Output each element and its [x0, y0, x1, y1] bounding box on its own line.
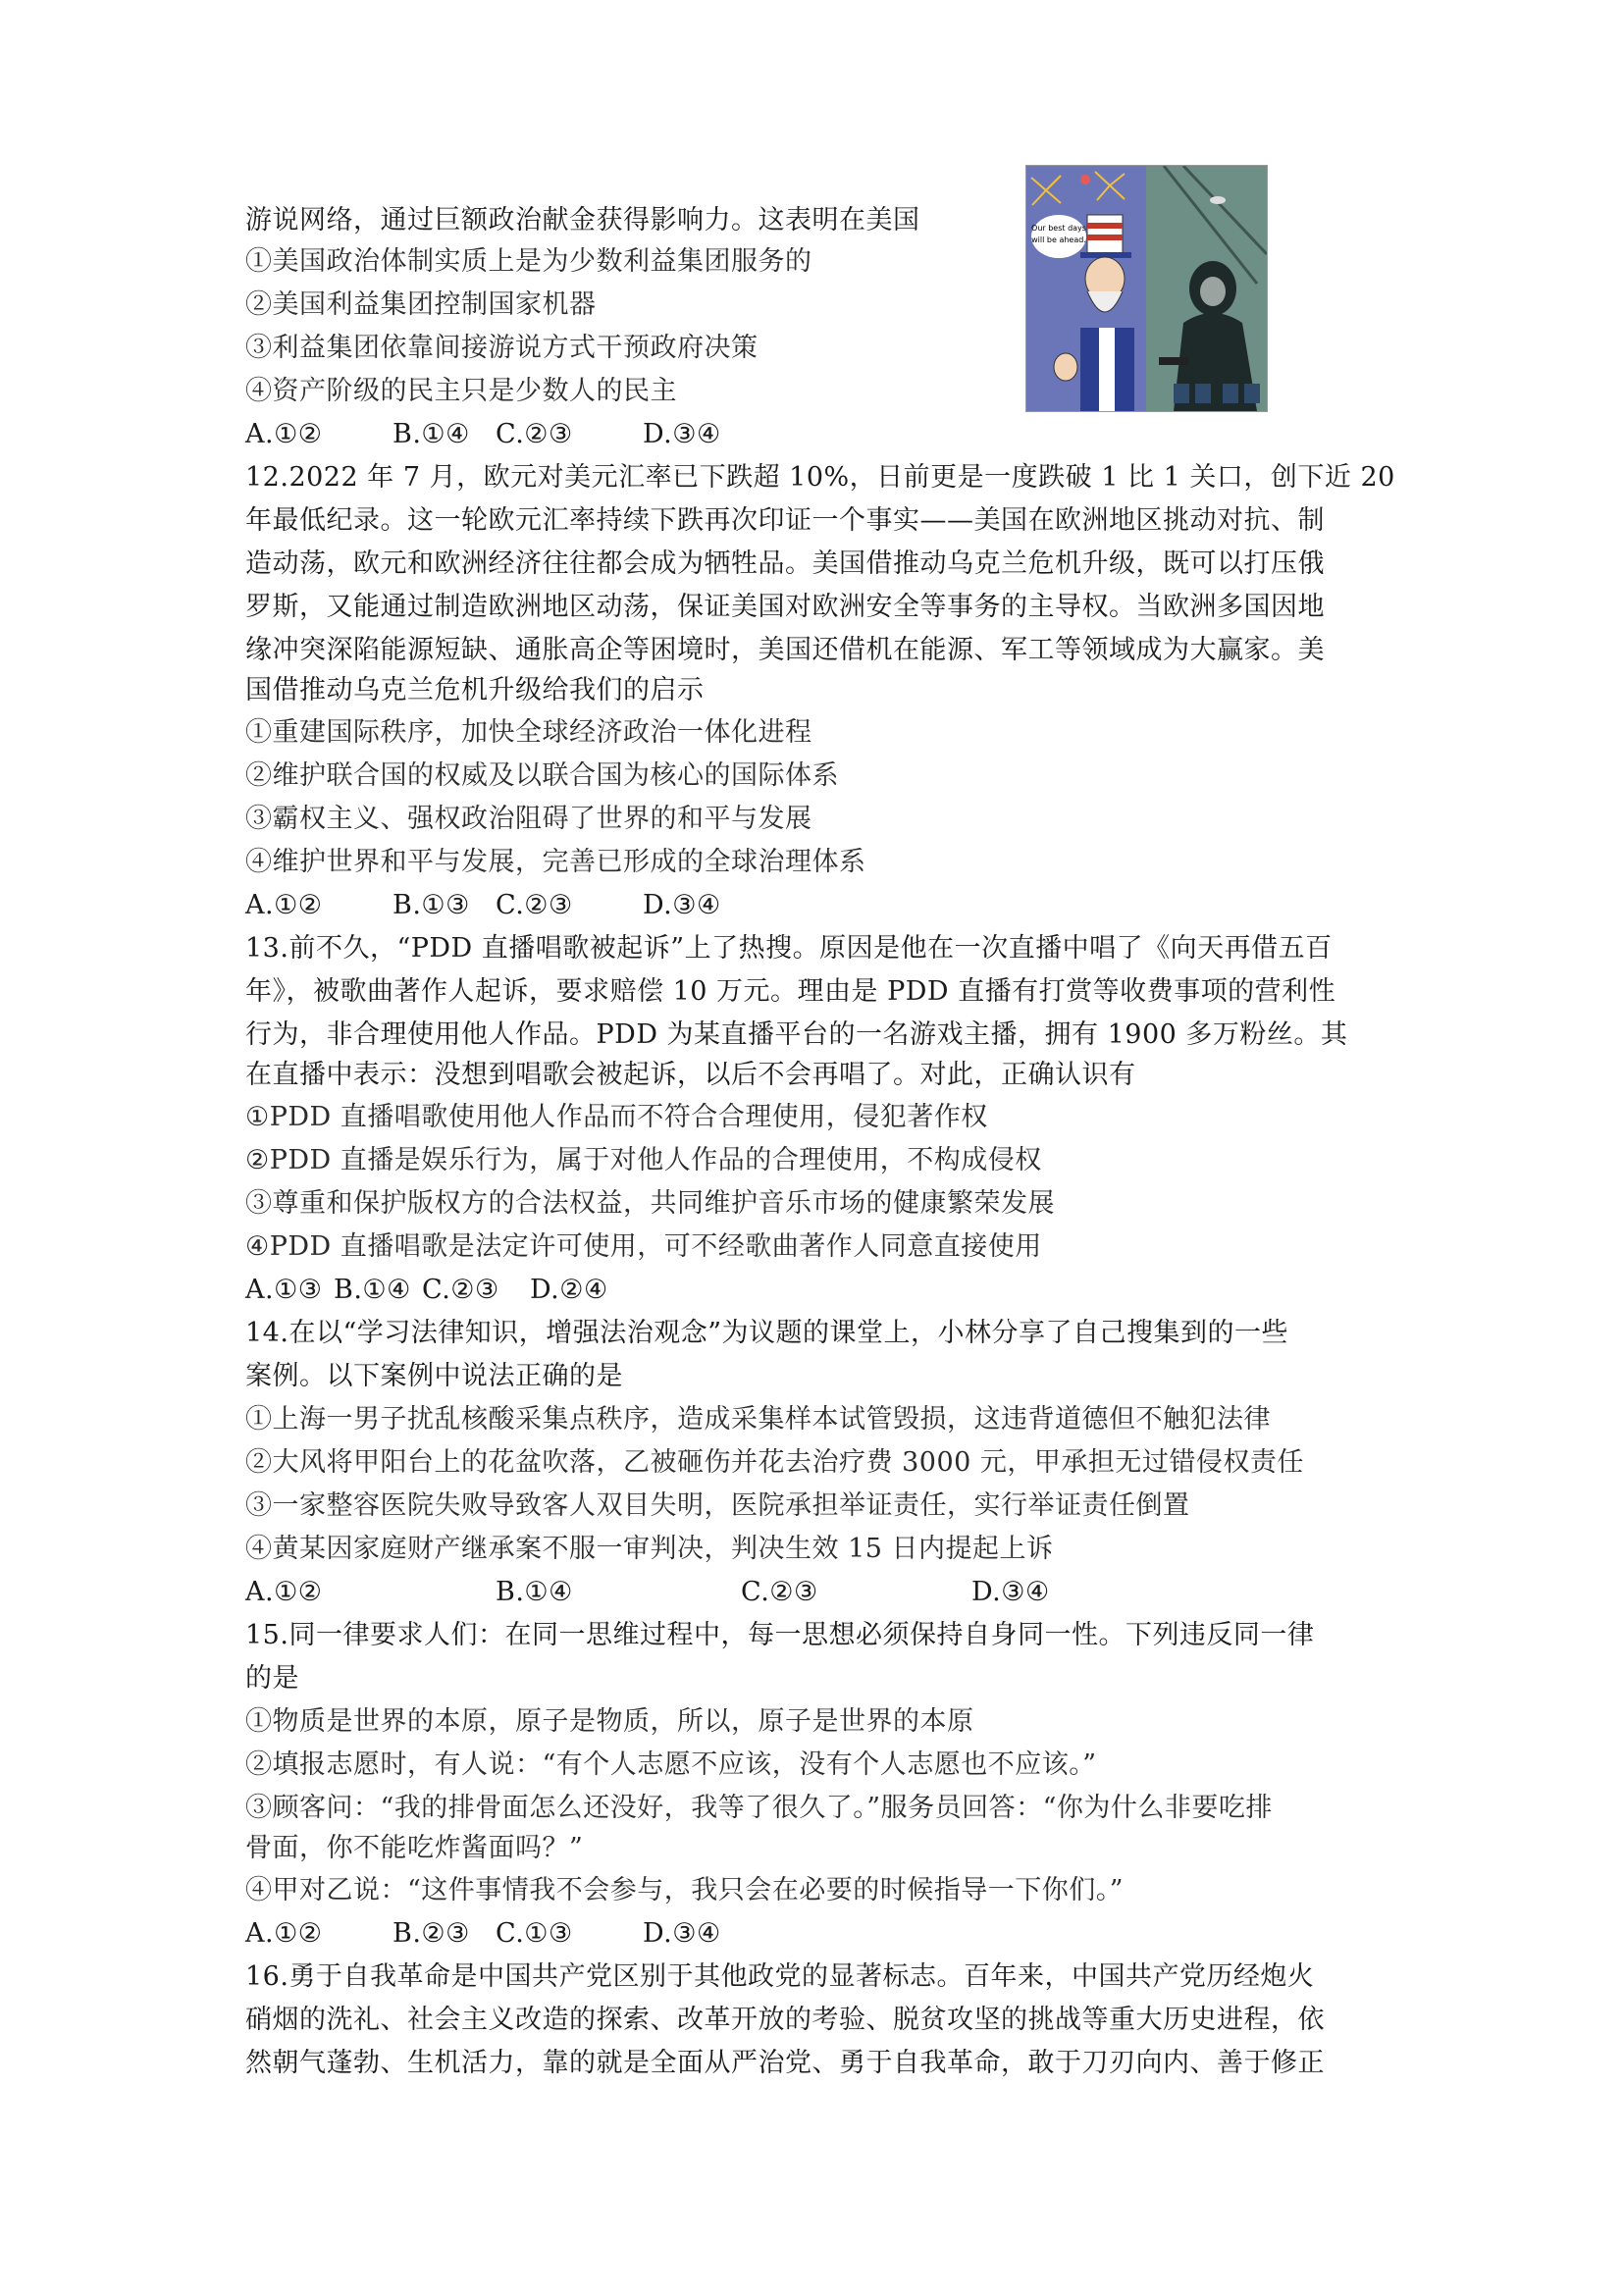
q13-answers	[245, 1271, 608, 1310]
q15-stem-line: 15.同一律要求人们：在同一思维过程中，每一思想必须保持自身同一性。下列违反同一律	[245, 1620, 1315, 1650]
q13-option-3: ③尊重和保护版权方的合法权益，共同维护音乐市场的健康繁荣发展	[245, 1188, 1055, 1219]
q15-answer-b: B.②③	[393, 1918, 470, 1949]
q16-stem-line: 硝烟的洗礼、社会主义改造的探索、改革开放的考验、脱贫攻坚的挑战等重大历史进程，依	[245, 2005, 1325, 2035]
q11-answer-b: B.①④	[393, 419, 470, 449]
q11-option-1: ①美国政治体制实质上是为少数利益集团服务的	[245, 246, 812, 277]
q15-answer-a: A.①②	[245, 1918, 323, 1949]
q15-option-3: ③顾客问：“我的排骨面怎么还没好，我等了很久了。”服务员回答：“你为什么非要吃排	[245, 1793, 1273, 1823]
q11-answer-c: C.②③	[496, 419, 573, 449]
q13-stem-line: 行为，非合理使用他人作品。PDD 为某直播平台的一名游戏主播，拥有 1900 多万粉丝。其	[245, 1019, 1348, 1050]
q14-answer-b: B.①④	[496, 1577, 573, 1607]
q12-option-2: ②维护联合国的权威及以联合国为核心的国际体系	[245, 760, 839, 791]
q14-answer-d: D.③④	[971, 1577, 1050, 1607]
q12-option-3: ③霸权主义、强权政治阻碍了世界的和平与发展	[245, 804, 812, 834]
q11-answer-d: D.③④	[643, 419, 721, 449]
q14-answer-c: C.②③	[741, 1577, 818, 1607]
q11-option-4: ④资产阶级的民主只是少数人的民主	[245, 376, 677, 406]
q13-answer-d: D.②④	[530, 1275, 608, 1305]
q12-stem-line: 造动荡，欧元和欧洲经济往往都会成为牺牲品。美国借推动乌克兰危机升级，既可以打压俄	[245, 548, 1325, 579]
q12-stem-line: 罗斯，又能通过制造欧洲地区动荡，保证美国对欧洲安全等事务的主导权。当欧洲多国因地	[245, 592, 1325, 622]
q16-stem-line: 16.勇于自我革命是中国共产党区别于其他政党的显著标志。百年来，中国共产党历经炮火	[245, 1961, 1315, 1992]
q15-option-4: ④甲对乙说：“这件事情我不会参与，我只会在必要的时候指导一下你们。”	[245, 1875, 1125, 1905]
q14-option-3: ③一家整容医院失败导致客人双目失明，医院承担举证责任，实行举证责任倒置	[245, 1490, 1190, 1521]
q11-stem-tail: 游说网络，通过巨额政治献金获得影响力。这表明在美国	[245, 205, 920, 235]
q12-option-1: ①重建国际秩序，加快全球经济政治一体化进程	[245, 717, 812, 748]
q13-option-2: ②PDD 直播是娱乐行为，属于对他人作品的合理使用，不构成侵权	[245, 1145, 1042, 1175]
q14-answers	[245, 1573, 1050, 1612]
q12-answer-c: C.②③	[496, 890, 573, 920]
q14-option-1: ①上海一男子扰乱核酸采集点秩序，造成采集样本试管毁损，这违背道德但不触犯法律	[245, 1404, 1271, 1435]
q14-answer-a: A.①②	[245, 1577, 323, 1607]
q12-stem-line: 缘冲突深陷能源短缺、通胀高企等困境时，美国还借机在能源、军工等领域成为大赢家。美	[245, 635, 1325, 665]
q15-option-3-cont: 骨面，你不能吃炸酱面吗？”	[245, 1833, 584, 1863]
q14-option-2: ②大风将甲阳台上的花盆吹落，乙被砸伤并花去治疗费 3000 元，甲承担无过错侵权责任	[245, 1447, 1304, 1478]
q13-stem-line: 年》，被歌曲著作人起诉，要求赔偿 10 万元。理由是 PDD 直播有打赏等收费事项的营利性	[245, 976, 1336, 1007]
q13-answer-c: C.②③	[422, 1275, 499, 1305]
q12-answers	[245, 886, 721, 925]
q12-stem-line: 国借推动乌克兰危机升级给我们的启示	[245, 675, 705, 705]
q15-option-1: ①物质是世界的本原，原子是物质，所以，原子是世界的本原	[245, 1706, 974, 1737]
q13-option-1: ①PDD 直播唱歌使用他人作品而不符合合理使用，侵犯著作权	[245, 1102, 988, 1132]
q12-answer-d: D.③④	[643, 890, 721, 920]
q13-option-4: ④PDD 直播唱歌是法定许可使用，可不经歌曲著作人同意直接使用	[245, 1231, 1042, 1262]
q15-answer-d: D.③④	[643, 1918, 721, 1949]
q11-answers	[245, 415, 721, 454]
q12-option-4: ④维护世界和平与发展，完善已形成的全球治理体系	[245, 847, 866, 877]
svg-text:Our best days: Our best days	[1031, 224, 1086, 233]
q12-answer-a: A.①②	[245, 890, 323, 920]
q11-option-3: ③利益集团依靠间接游说方式干预政府决策	[245, 333, 759, 363]
q16-stem-line: 然朝气蓬勃、生机活力，靠的就是全面从严治党、勇于自我革命，敢于刀刃向内、善于修正	[245, 2048, 1325, 2078]
q15-stem-line: 的是	[245, 1663, 299, 1694]
q14-stem-line: 案例。以下案例中说法正确的是	[245, 1361, 623, 1391]
q13-answer-a: A.①③	[245, 1275, 323, 1305]
q11-option-2: ②美国利益集团控制国家机器	[245, 289, 597, 320]
q13-stem-line: 13.前不久，“PDD 直播唱歌被起诉”上了热搜。原因是他在一次直播中唱了《向天再借五百	[245, 933, 1333, 964]
q14-option-4: ④黄某因家庭财产继承案不服一审判决，判决生效 15 日内提起上诉	[245, 1534, 1054, 1564]
q15-option-2: ②填报志愿时，有人说：“有个人志愿不应该，没有个人志愿也不应该。”	[245, 1749, 1097, 1780]
q15-answer-c: C.①③	[496, 1918, 573, 1949]
q15-answers	[245, 1914, 721, 1954]
q14-stem-line: 14.在以“学习法律知识，增强法治观念”为议题的课堂上，小林分享了自己搜集到的一些	[245, 1318, 1289, 1348]
q13-stem-line: 在直播中表示：没想到唱歌会被起诉，以后不会再唱了。对此，正确认识有	[245, 1060, 1136, 1090]
q12-stem-line: 年最低纪录。这一轮欧元汇率持续下跌再次印证一个事实——美国在欧洲地区挑动对抗、制	[245, 505, 1325, 536]
cartoon-image	[1025, 165, 1268, 412]
q13-answer-b: B.①④	[334, 1275, 411, 1305]
q11-answer-a: A.①②	[245, 419, 323, 449]
q12-answer-b: B.①③	[393, 890, 470, 920]
svg-text:will be ahead.: will be ahead.	[1031, 235, 1086, 244]
q12-stem-line: 12.2022 年 7 月，欧元对美元汇率已下跌超 10%，日前更是一度跌破 1 比 1 关口，创下近 20	[245, 462, 1395, 493]
